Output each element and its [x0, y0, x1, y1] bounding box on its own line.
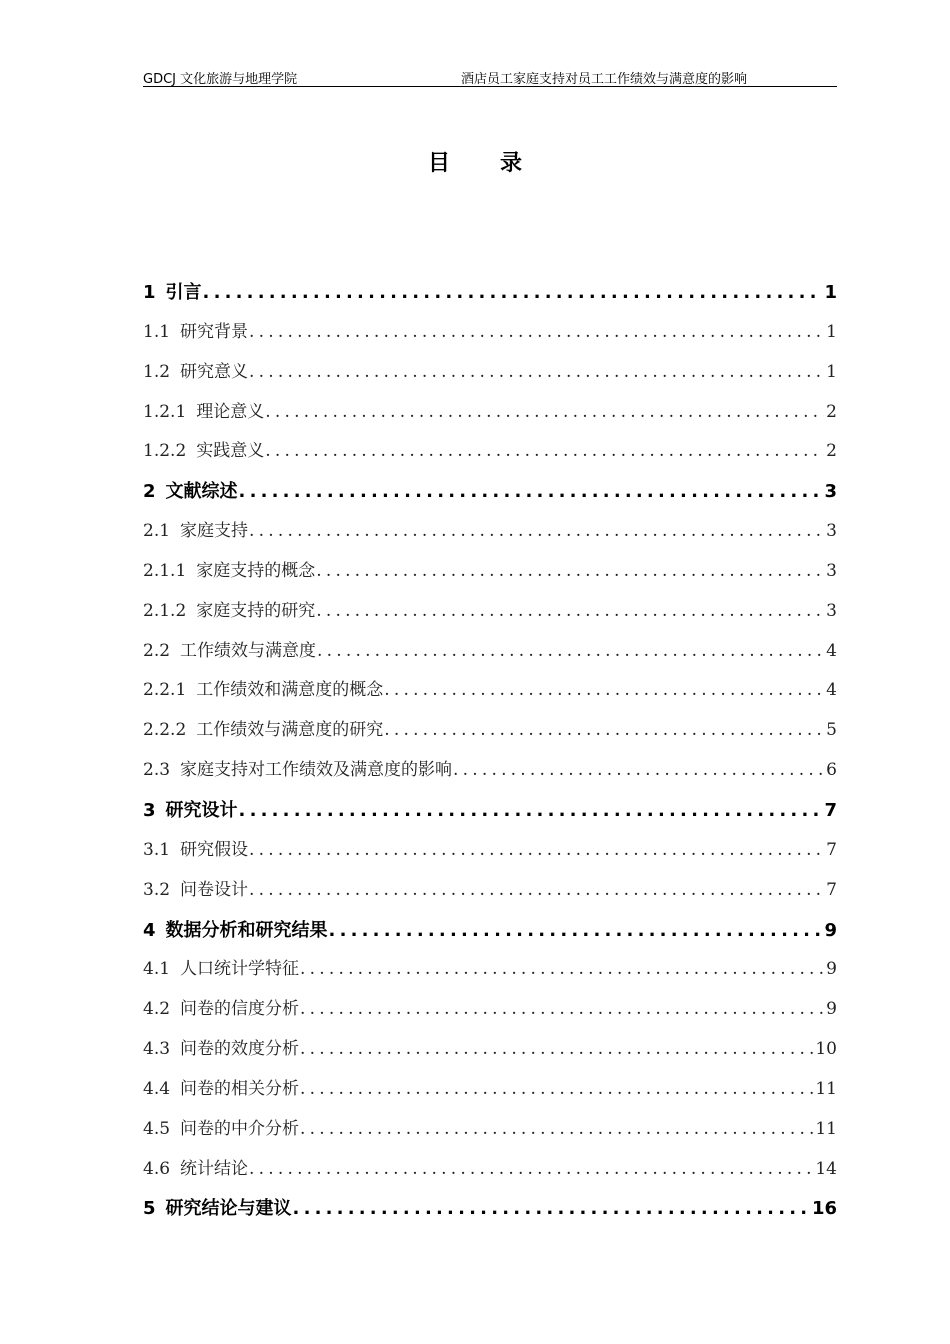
toc-entry-label: [143, 1150, 248, 1190]
toc-entry[interactable]: [143, 671, 837, 711]
toc-entry[interactable]: [143, 632, 837, 672]
toc-entry-number: 2.1: [143, 521, 171, 542]
toc-dot-leader: [239, 791, 823, 831]
toc-entry-label: [143, 990, 299, 1030]
toc-entry[interactable]: [143, 950, 837, 990]
toc-entry[interactable]: [143, 353, 837, 393]
toc-entry-page-number: 7: [826, 839, 837, 860]
toc-entry[interactable]: [143, 791, 837, 831]
toc-dot-leader: [265, 393, 824, 433]
toc-entry-number: 1.2.2: [143, 441, 187, 462]
toc-entry-page-number: 2: [826, 401, 837, 422]
toc-entry-title: 问卷的信度分析: [180, 999, 300, 1020]
toc-entry[interactable]: [143, 552, 837, 592]
toc-dot-leader: [300, 990, 824, 1030]
header-left-text: GDCJ 文化旅游与地理学院: [143, 72, 298, 87]
toc-entry-label: [143, 393, 264, 433]
toc-entry-title: 问卷的效度分析: [180, 1039, 300, 1060]
toc-entry-title: 家庭支持的概念: [196, 560, 316, 581]
toc-entry-page-number: 7: [824, 799, 837, 821]
toc-entry-label: [143, 671, 383, 711]
toc-entry-label: [143, 632, 316, 672]
toc-entry-page-number: 1: [824, 282, 837, 303]
toc-entry-title: 统计结论: [180, 1158, 249, 1179]
toc-entry[interactable]: [143, 432, 837, 472]
toc-entry-number: 2.2.1: [143, 680, 187, 701]
toc-entry[interactable]: [143, 1189, 837, 1229]
toc-entry-number: 2.1.1: [143, 560, 187, 581]
toc-entry-page-number: 16: [811, 1198, 837, 1220]
toc-entry[interactable]: [143, 911, 837, 951]
toc-entry-number: 1.2.1: [143, 401, 187, 422]
toc-entry-page-number: 3: [826, 521, 837, 542]
toc-entry-page-number: 1: [826, 321, 837, 342]
toc-entry-number: 3.2: [143, 879, 171, 900]
toc-entry-title: 研究结论与建议: [165, 1198, 292, 1220]
toc-entry-number: 1: [143, 282, 156, 303]
toc-entry-number: 3.1: [143, 839, 171, 860]
toc-dot-leader: [453, 751, 824, 791]
toc-entry[interactable]: [143, 711, 837, 751]
toc-entry[interactable]: [143, 313, 837, 353]
toc-entry-label: [143, 432, 264, 472]
toc-entry-page-number: 4: [826, 680, 837, 701]
toc-entry-title: 文献综述: [165, 481, 238, 503]
toc-entry-number: 1.1: [143, 321, 171, 342]
toc-entry-title: 实践意义: [196, 441, 265, 462]
toc-entry[interactable]: [143, 472, 837, 512]
toc-entry-number: 2.2: [143, 640, 171, 661]
toc-entry-title: 理论意义: [196, 401, 265, 422]
toc-entry-page-number: 11: [815, 1118, 837, 1139]
toc-dot-leader: [316, 592, 824, 632]
page-title: 目录: [427, 151, 572, 176]
toc-entry[interactable]: [143, 1070, 837, 1110]
toc-entry[interactable]: [143, 273, 837, 313]
toc-entry-number: 2.1.2: [143, 600, 187, 621]
toc-dot-leader: [384, 711, 824, 751]
toc-entry-title: 研究假设: [180, 839, 249, 860]
toc-entry-label: [143, 592, 315, 632]
toc-entry-page-number: 10: [815, 1039, 837, 1060]
toc-entry-title: 家庭支持对工作绩效及满意度的影响: [180, 760, 453, 781]
toc-dot-leader: [249, 353, 824, 393]
toc-entry-page-number: 6: [826, 760, 837, 781]
toc-entry-label: [143, 353, 248, 393]
toc-entry-page-number: 9: [824, 919, 837, 941]
toc-entry-label: [143, 711, 383, 751]
toc-entry-title: 家庭支持: [180, 521, 249, 542]
toc-entry-title: 研究设计: [165, 799, 238, 821]
toc-dot-leader: [239, 472, 823, 512]
toc-dot-leader: [384, 671, 824, 711]
toc-entry-number: 4.2: [143, 999, 171, 1020]
toc-entry-title: 家庭支持的研究: [196, 600, 316, 621]
toc-entry-number: 5: [143, 1198, 156, 1220]
toc-dot-leader: [249, 1150, 813, 1190]
toc-dot-leader: [300, 950, 824, 990]
toc-entry-number: 1.2: [143, 361, 171, 382]
toc-entry-label: [143, 791, 238, 831]
toc-entry-title: 引言: [165, 282, 202, 303]
toc-dot-leader: [316, 552, 824, 592]
toc-entry-page-number: 14: [815, 1158, 837, 1179]
toc-entry-page-number: 11: [815, 1078, 837, 1099]
toc-dot-leader: [300, 1110, 813, 1150]
toc-entry[interactable]: [143, 831, 837, 871]
toc-dot-leader: [329, 911, 823, 951]
toc-entry-page-number: 2: [826, 441, 837, 462]
toc-dot-leader: [249, 871, 824, 911]
toc-entry-title: 研究背景: [180, 321, 249, 342]
toc-entry-number: 2.3: [143, 760, 171, 781]
toc-entry-page-number: 5: [826, 720, 837, 741]
toc-dot-leader: [317, 632, 824, 672]
toc-entry-label: [143, 831, 248, 871]
toc-entry-label: [143, 1110, 299, 1150]
toc-entry-number: 4.4: [143, 1078, 171, 1099]
toc-dot-leader: [300, 1070, 813, 1110]
toc-entry-number: 2: [143, 481, 156, 503]
toc-entry-label: [143, 273, 202, 313]
toc-dot-leader: [300, 1030, 813, 1070]
toc-dot-leader: [249, 512, 824, 552]
toc-entry-number: 3: [143, 799, 156, 821]
toc-entry[interactable]: [143, 1110, 837, 1150]
toc-entry[interactable]: [143, 751, 837, 791]
toc-entry-number: 4.6: [143, 1158, 171, 1179]
toc-entry[interactable]: [143, 990, 837, 1030]
toc-dot-leader: [249, 313, 824, 353]
toc-entry-label: [143, 472, 238, 512]
toc-entry-title: 研究意义: [180, 361, 249, 382]
header-right-text: 酒店员工家庭支持对员工工作绩效与满意度的影响: [461, 72, 748, 87]
page-header: [143, 66, 837, 87]
toc-entry-title: 工作绩效与满意度: [180, 640, 317, 661]
toc-entry[interactable]: [143, 871, 837, 911]
toc-entry-label: [143, 1189, 292, 1229]
toc-entry-label: [143, 1030, 299, 1070]
toc-dot-leader: [265, 432, 824, 472]
toc-entry-page-number: 3: [826, 600, 837, 621]
toc-entry-page-number: 7: [826, 879, 837, 900]
toc-entry-label: [143, 871, 248, 911]
toc-entry[interactable]: [143, 393, 837, 433]
toc-entry-label: [143, 950, 299, 990]
toc-dot-leader: [203, 273, 823, 313]
toc-entry-number: 2.2.2: [143, 720, 187, 741]
toc-entry-page-number: 3: [824, 481, 837, 503]
toc-dot-leader: [293, 1189, 810, 1229]
toc-entry-title: 问卷设计: [180, 879, 249, 900]
toc-entry-label: [143, 512, 248, 552]
toc-entry-label: [143, 552, 315, 592]
toc-entry-title: 数据分析和研究结果: [165, 919, 328, 941]
toc-entry[interactable]: [143, 1150, 837, 1190]
toc-entry-label: [143, 751, 452, 791]
toc-entry-page-number: 4: [826, 640, 837, 661]
toc-entry-page-number: 9: [826, 959, 837, 980]
toc-entry-page-number: 1: [826, 361, 837, 382]
toc-entry[interactable]: [143, 512, 837, 552]
toc-entry-page-number: 9: [826, 999, 837, 1020]
toc-entry-number: 4.3: [143, 1039, 171, 1060]
toc-entry-label: [143, 313, 248, 353]
toc-entry-title: 工作绩效与满意度的研究: [196, 720, 384, 741]
toc-entry[interactable]: [143, 592, 837, 632]
toc-entry-label: [143, 1070, 299, 1110]
toc-entry-title: 工作绩效和满意度的概念: [196, 680, 384, 701]
toc-entry-title: 问卷的中介分析: [180, 1118, 300, 1139]
toc-entry-title: 人口统计学特征: [180, 959, 300, 980]
toc-entry[interactable]: [143, 1030, 837, 1070]
toc-entry-number: 4.5: [143, 1118, 171, 1139]
toc-dot-leader: [249, 831, 824, 871]
table-of-contents: [143, 273, 837, 1229]
toc-entry-number: 4: [143, 919, 156, 941]
toc-entry-label: [143, 911, 328, 951]
toc-entry-number: 4.1: [143, 959, 171, 980]
toc-entry-page-number: 3: [826, 560, 837, 581]
toc-entry-title: 问卷的相关分析: [180, 1078, 300, 1099]
